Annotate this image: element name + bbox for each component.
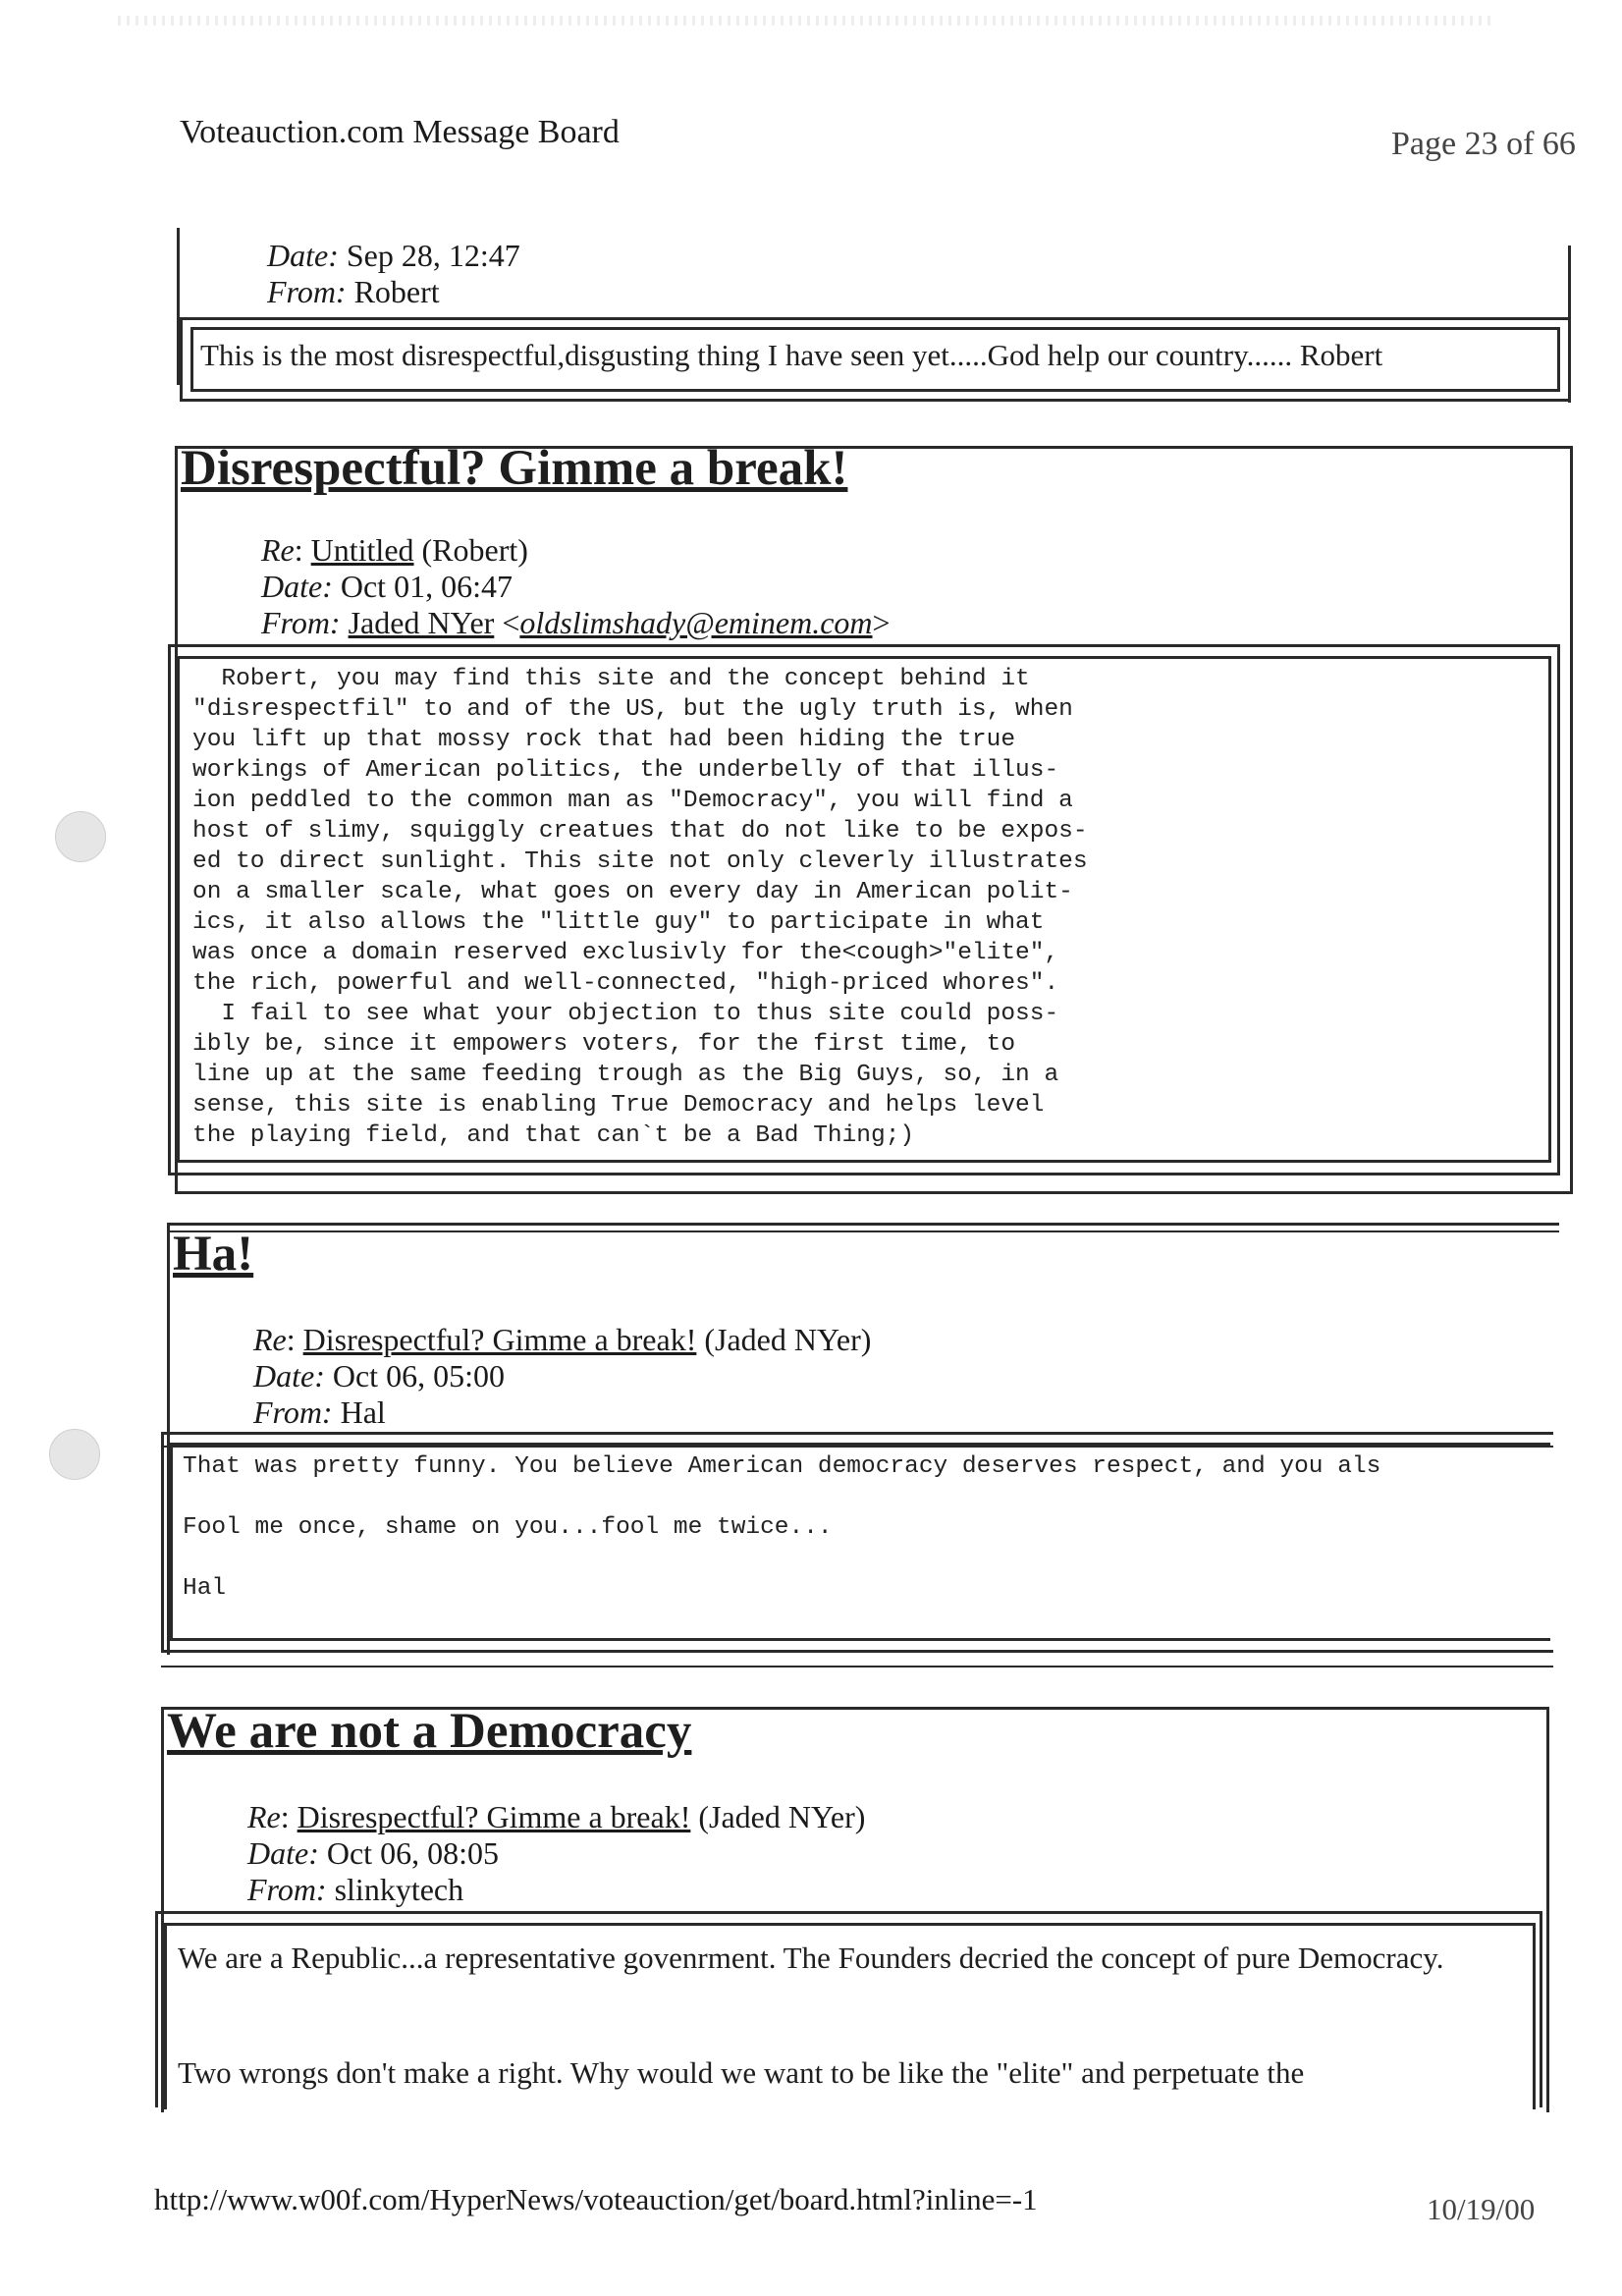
source-url: http://www.w00f.com/HyperNews/voteauction/get/board.html?inline=-1 [154, 2182, 1038, 2216]
post-author[interactable]: Jaded NYer [348, 605, 495, 640]
date-label: Date: [247, 1835, 319, 1871]
hole-punch-bottom [49, 1429, 100, 1480]
post-date: Sep 28, 12:47 [346, 238, 520, 273]
from-label: From: [261, 605, 341, 640]
post-bottom-rule [161, 1666, 1553, 1667]
re-author: (Jaded NYer) [698, 1799, 866, 1834]
print-date: 10/19/00 [1427, 2192, 1536, 2226]
post-top-rule-inner [161, 1446, 1553, 1448]
date-label: Date: [261, 569, 333, 604]
post-title[interactable]: We are not a Democracy [167, 1704, 692, 1759]
post-meta: Re: Untitled (Robert) Date: Oct 01, 06:47 From: Jaded NYer <oldslimshady@eminem.com> [261, 532, 891, 640]
post-meta: Re: Disrespectful? Gimme a break! (Jaded NYer) Date: Oct 06, 05:00 From: Hal [253, 1322, 872, 1430]
hole-punch-top [55, 811, 106, 862]
post-meta [267, 238, 520, 310]
re-label: Re [253, 1322, 287, 1357]
board-title: Voteauction.com Message Board [180, 114, 620, 150]
re-link[interactable]: Disrespectful? Gimme a break! [302, 1322, 697, 1357]
post-date: Oct 01, 06:47 [340, 569, 513, 604]
post-date: Oct 06, 05:00 [332, 1358, 505, 1394]
post-body-paragraph-1: We are a Republic...a representative govenrment. The Founders decried the concept of pure Democracy. [178, 1941, 1444, 1975]
post-body: Robert, you may find this site and the concept behind it "disrespectfil" to and of the US, but the ugly truth is, when you lift up that mossy rock that had been hiding the true workings of American politics, the underbelly of that illus- ion peddled to the common man as "Democracy", you will find a host of slimy, squiggly creatues that do not like to be expos- ed to direct sunlight. This site not only cleverly illustrates on a smaller scale, what goes on every day in American polit- ics, it also allows the "little guy" to participate in what was once a domain reserved exclusivly for the<cough>"elite", the rich, powerful and well-connected, "high-priced whores". I fail to see what your objection to thus site could poss- ibly be, since it empowers voters, for the first time, to line up at the same feeding trough as the Big Guys, so, in a sense, this site is enabling True Democracy and helps level the playing field, and that can`t be a Bad Thing;) [192, 666, 1088, 1149]
post-top-rule [167, 1223, 1559, 1226]
re-author: (Robert) [421, 532, 528, 568]
re-label: Re [247, 1799, 281, 1834]
re-author: (Jaded NYer) [704, 1322, 872, 1357]
re-link[interactable]: Disrespectful? Gimme a break! [297, 1799, 691, 1834]
scan-noise [118, 16, 1492, 26]
date-label: Date: [267, 238, 339, 273]
post-title[interactable]: Ha! [173, 1227, 254, 1282]
post-body: That was pretty funny. You believe American democracy deserves respect, and you als Fool me once, shame on you...fool me twice... Hal [183, 1453, 1381, 1602]
post-top-rule-2 [167, 1230, 1559, 1232]
from-label: From: [247, 1872, 327, 1907]
page-number: Page 23 of 66 [1391, 126, 1576, 162]
post-author: Robert [353, 274, 440, 309]
from-label: From: [267, 274, 347, 309]
re-label: Re [261, 532, 295, 568]
post-title[interactable]: Disrespectful? Gimme a break! [181, 441, 848, 496]
re-link[interactable]: Untitled [310, 532, 414, 568]
post-meta: Re: Disrespectful? Gimme a break! (Jaded NYer) Date: Oct 06, 08:05 From: slinkytech [247, 1799, 866, 1907]
author-email[interactable]: oldslimshady@eminem.com [519, 605, 873, 640]
post-author: Hal [340, 1394, 386, 1430]
post-body: This is the most disrespectful,disgusting thing I have seen yet.....God help our country...... Robert [200, 338, 1383, 372]
post-author: slinkytech [334, 1872, 464, 1907]
post-date: Oct 06, 08:05 [326, 1835, 499, 1871]
date-label: Date: [253, 1358, 325, 1394]
from-label: From: [253, 1394, 333, 1430]
post-body-paragraph-2: Two wrongs don't make a right. Why would we want to be like the "elite" and perpetuate the [178, 2055, 1305, 2090]
